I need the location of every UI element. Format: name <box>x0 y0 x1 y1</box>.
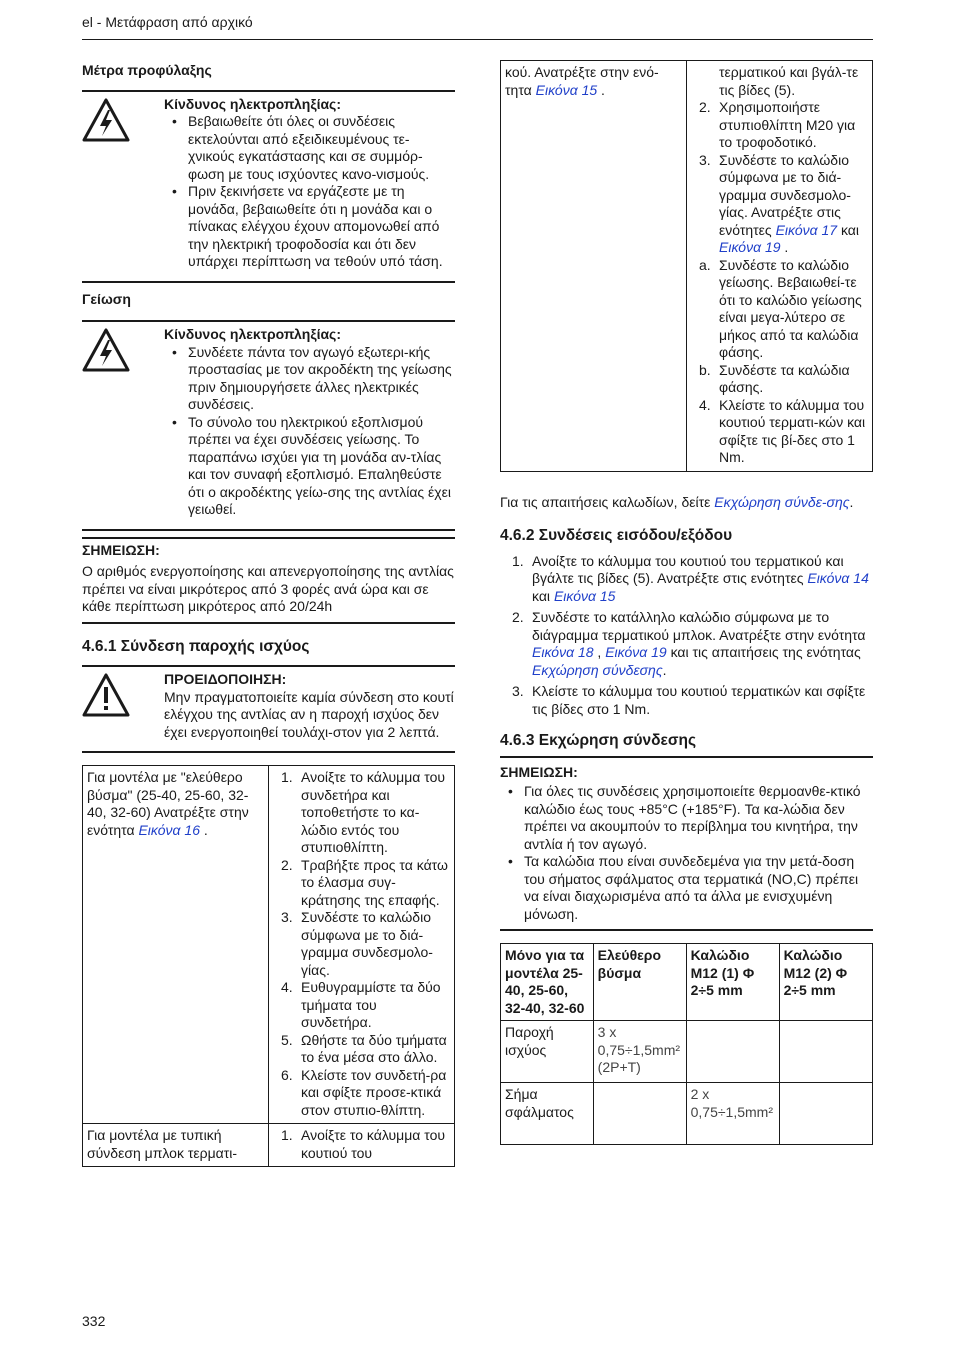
grounding-title: Γείωση <box>82 290 131 307</box>
list-item <box>699 257 868 362</box>
section-link[interactable]: Εκχώρηση σύνδε-σης <box>714 493 850 510</box>
table-row <box>501 1083 873 1145</box>
step-number: 2. <box>512 609 524 625</box>
step-number: b. <box>699 361 711 378</box>
table-cell: 3 x 0,75÷1,5mm² (2P+T) <box>593 1021 686 1083</box>
figure-link[interactable]: Εικόνα 19 <box>605 644 667 660</box>
step-text: Τραβήξτε προς τα κάτω το έλασμα συγ-κράτησης της επαφής. <box>301 856 448 908</box>
table-cell-steps <box>269 766 455 1124</box>
step-text: Συνδέστε το καλώδιο σύμφωνα με το διά-γραμμα συνδεσμολο-γίας. Ανατρέξτε στις ενότητες <box>719 151 851 238</box>
table-cell <box>686 1021 779 1083</box>
warning2-bullet: • Το σύνολο του ηλεκτρικού εξοπλισμού πρέπει να έχει συνδέσεις γείωσης. Το παραπάνω ισχύει για τη μονάδα αν-τλίας και τον συναφή εξοπλισμό. Επαληθεύστε ότι ο ακροδέκτης γείω-σης της αντλίας έχει γειωθεί. <box>172 414 455 519</box>
electric-hazard-icon <box>82 328 130 372</box>
paragraph-text: Για τις απαιτήσεις καλωδίων, δείτε <box>500 493 715 510</box>
step-text: . <box>662 661 667 678</box>
note-text: Ο αριθμός ενεργοποίησης και απενεργοποίησης της αντλίας πρέπει να είναι μικρότερος από 3 φορές ανά ώρα και σε κάθε περίπτωση μικρότερος από 20/24h <box>82 563 454 614</box>
section-heading-462: 4.6.2 Συνδέσεις εισόδου/εξόδου <box>500 527 733 544</box>
figure-link[interactable]: Εικόνα 18 <box>532 644 594 660</box>
electric-warning-box-2 <box>82 320 455 531</box>
step-text: . <box>780 239 789 255</box>
table-cell-steps <box>687 61 873 472</box>
step-text: Συνδέστε τα καλώδια φάσης. <box>719 361 850 395</box>
table-cell-steps <box>269 1124 455 1167</box>
note-title: ΣΗΜΕΙΩΣΗ: <box>82 541 160 558</box>
table-cell: Παροχή ισχύος <box>501 1021 594 1083</box>
list-item <box>281 1127 450 1162</box>
list-item <box>281 1032 450 1067</box>
section-heading-463: 4.6.3 Εκχώρηση σύνδεσης <box>500 732 697 749</box>
step-continuation: τερματικού και βγάλ-τε τις βίδες (5). <box>719 64 859 98</box>
list-item <box>699 397 868 467</box>
step-number: 3. <box>699 151 711 168</box>
warning1-title: Κίνδυνος ηλεκτροπληξίας: <box>164 95 342 112</box>
step-text: Κλείστε το κάλυμμα του κουτιού τερματι-κών και σφίξτε τις βί-δες στο 1 Nm. <box>719 396 866 465</box>
step-text: Ανοίξτε το κάλυμμα του συνδετήρα και τοποθετήστε το κα-λώδιο εντός του στυπιοθλίπτη. <box>301 769 446 855</box>
list-item <box>512 609 873 679</box>
step-number: 5. <box>281 1031 293 1048</box>
electric-hazard-icon <box>82 98 130 142</box>
step-text: Κλείστε το κάλυμμα του κουτιού τερματικών και σφίξτε τις βίδες στο 1 Nm. <box>532 683 866 717</box>
figure-link[interactable]: Εικόνα 16 <box>138 821 200 838</box>
list-item <box>699 99 868 152</box>
list-item <box>281 979 450 1032</box>
cell-text: Για μοντέλα με "ελεύθερο βύσμα" (25-40, 25-60, 32-40, 32-60) Ανατρέξτε στην ενότητα <box>87 769 249 838</box>
warning2-bullet: • Συνδέετε πάντα τον αγωγό εξωτερι-κής προστασίας με τον ακροδέκτη της γείωσης πριν δημιουργήσετε άλλες ηλεκτρικές συνδέσεις. <box>172 344 455 414</box>
step-number: a. <box>699 256 711 273</box>
list-item <box>281 909 450 979</box>
note-bullet: • Για όλες τις συνδέσεις χρησιμοποιείτε θερμοανθε-κτικό καλώδιο έως τους +85°C (+185°F). Τα κα-λώδια δεν πρέπει να ακουμπούν το περίβλημα του κινητήρα, την αντλία ή τον αγωγό. <box>508 783 873 853</box>
cable-assignment-table <box>500 943 873 1145</box>
paragraph-text: . <box>849 493 854 510</box>
table-row <box>501 1021 873 1083</box>
list-item <box>281 857 450 910</box>
step-text: Ανοίξτε το κάλυμμα του κουτιού του τερματικού και βγάλτε τις βίδες (5). Ανατρέξτε στις ενότητες <box>532 552 844 586</box>
page-number: 332 <box>82 1313 106 1329</box>
caution-title: ΠΡΟΕΙΔΟΠΟΙΗΣΗ: <box>164 671 287 687</box>
cell-text: . <box>597 81 605 98</box>
table-cell-models: Για μοντέλα με τυπική σύνδεση μπλοκ τερματι- <box>83 1124 269 1167</box>
figure-link[interactable]: Εικόνα 14 <box>807 570 869 586</box>
warning1-bullet: • Πριν ξεκινήσετε να εργάζεστε με τη μονάδα, βεβαιωθείτε ότι η μονάδα και ο πίνακας ελέγχου έχουν απομονωθεί από την ηλεκτρική τροφοδοσία και ότι δεν υπάρχει περίπτωση να τεθούν υπό τάση. <box>172 183 455 271</box>
figure-link[interactable]: Εικόνα 15 <box>535 81 598 98</box>
step-text: και <box>837 221 860 238</box>
list-item <box>281 769 450 857</box>
note-box-right <box>500 756 873 932</box>
list-item <box>699 362 868 397</box>
table-row <box>83 1124 455 1167</box>
header-title: el - Μετάφραση από αρχικό <box>82 14 253 30</box>
right-column <box>500 60 873 1145</box>
table-header-cell: Καλώδιο M12 (1) Φ 2÷5 mm <box>686 944 779 1021</box>
step-number: 6. <box>281 1066 293 1083</box>
step-number: 2. <box>699 99 711 115</box>
table-cell <box>779 1083 872 1145</box>
step-text: Συνδέστε το καλώδιο γείωσης. Βεβαιωθεί-τε ότι το καλώδιο γείωσης είναι μεγα-λύτερο σε μήκος από τα καλώδια φάσης. <box>719 256 862 360</box>
section-heading-461: 4.6.1 Σύνδεση παροχής ισχύος <box>82 637 310 655</box>
step-text: Συνδέστε το καλώδιο σύμφωνα με το διά-γραμμα συνδεσμολο-γίας. <box>301 909 433 978</box>
warning1-bullet: • Βεβαιωθείτε ότι όλες οι συνδέσεις εκτελούνται από εξειδικευμένους τε-χνικούς εγκατάστασης και σε συμμόρ-φωση με τους ισχύοντες κανο-νισμούς. <box>172 113 455 183</box>
note-box-left <box>82 537 455 624</box>
step-text: Συνδέστε το κατάλληλο καλώδιο σύμφωνα με το διάγραμμα τερματικού μπλοκ. Ανατρέξτε στην ενότητα <box>532 609 866 643</box>
step-number: 1. <box>281 1127 293 1143</box>
note-title: ΣΗΜΕΙΩΣΗ: <box>500 763 578 780</box>
table-cell: Σήμα σφάλματος <box>501 1083 594 1145</box>
table-cell-models <box>83 766 269 1124</box>
figure-link[interactable]: Εικόνα 17 <box>775 221 838 238</box>
precautions-title: Μέτρα προφύλαξης <box>82 62 212 78</box>
step-text: Ανοίξτε το κάλυμμα του κουτιού του <box>301 1127 446 1161</box>
figure-link[interactable]: Εικόνα 19 <box>719 239 781 255</box>
list-item <box>281 1067 450 1120</box>
caution-box <box>82 665 455 753</box>
table-row <box>83 766 455 1124</box>
step-number: 2. <box>281 856 293 873</box>
step-number: 4. <box>281 979 293 995</box>
left-column <box>82 60 455 1167</box>
step-number: 3. <box>281 909 293 925</box>
warning2-title: Κίνδυνος ηλεκτροπληξίας: <box>164 326 342 342</box>
step-number: 3. <box>512 683 524 699</box>
list-item <box>699 152 868 257</box>
list-item <box>512 553 873 606</box>
power-connection-table <box>82 765 455 1167</box>
table-header-cell: Ελεύθερο βύσμα <box>593 944 686 1021</box>
table-cell: 2 x 0,75÷1,5mm² <box>686 1083 779 1145</box>
step-number: 1. <box>512 552 524 569</box>
step-number: 1. <box>281 769 293 785</box>
page-header <box>82 14 873 40</box>
table-cell-models <box>501 61 687 472</box>
step-text: και <box>532 587 554 604</box>
table-header-row <box>501 944 873 1021</box>
figure-link[interactable]: Εικόνα 15 <box>553 587 616 604</box>
note-bullet: • Τα καλώδια που είναι συνδεδεμένα για την μετά-δοση του σήματος σφάλματος στα τερματικά (NO,C) πρέπει να είναι διαχωρισμένα από τα άλλα με ενισχυμένη μόνωση. <box>508 853 873 923</box>
table-header-cell: Καλώδιο M12 (2) Φ 2÷5 mm <box>779 944 872 1021</box>
step-text: και τις απαιτήσεις της ενότητας <box>666 644 861 660</box>
caution-text: Μην πραγματοποιείτε καμία σύνδεση στο κουτί ελέγχου της αντλίας αν η παροχή ισχύος δεν έχει ενεργοποιηθεί τουλάχι-στον για 2 λεπτά. <box>164 688 454 740</box>
table-row <box>501 61 873 472</box>
cell-text: . <box>199 821 208 838</box>
cell-text: κού. Ανατρέξτε στην ενό-τητα <box>505 64 659 98</box>
table-cell <box>779 1021 872 1083</box>
step-text: Χρησιμοποιήστε στυπιοθλίπτη M20 για το τροφοδοτικό. <box>719 99 856 150</box>
cable-requirements-paragraph <box>500 494 873 512</box>
list-item <box>512 683 873 718</box>
step-text: , <box>593 644 606 660</box>
electric-warning-box-1 <box>82 90 455 283</box>
step-text: Ευθυγραμμίστε τα δύο τμήματα του συνδετήρα. <box>301 979 441 1030</box>
table-header-cell: Μόνο για τα μοντέλα 25-40, 25-60, 32-40, 32-60 <box>501 944 594 1021</box>
section-link[interactable]: Εκχώρηση σύνδεσης <box>532 661 663 678</box>
table-cell <box>593 1083 686 1145</box>
step-number: 4. <box>699 396 711 413</box>
warning-icon <box>82 673 130 717</box>
step-text: Ωθήστε τα δύο τμήματα το ένα μέσα στο άλλο. <box>301 1031 447 1065</box>
step-text: Κλείστε τον συνδετή-ρα και σφίξτε προσε-κτικά στον στυπιο-θλίπτη. <box>301 1066 447 1118</box>
io-steps-list <box>512 553 873 719</box>
power-connection-table-continued <box>500 60 873 472</box>
